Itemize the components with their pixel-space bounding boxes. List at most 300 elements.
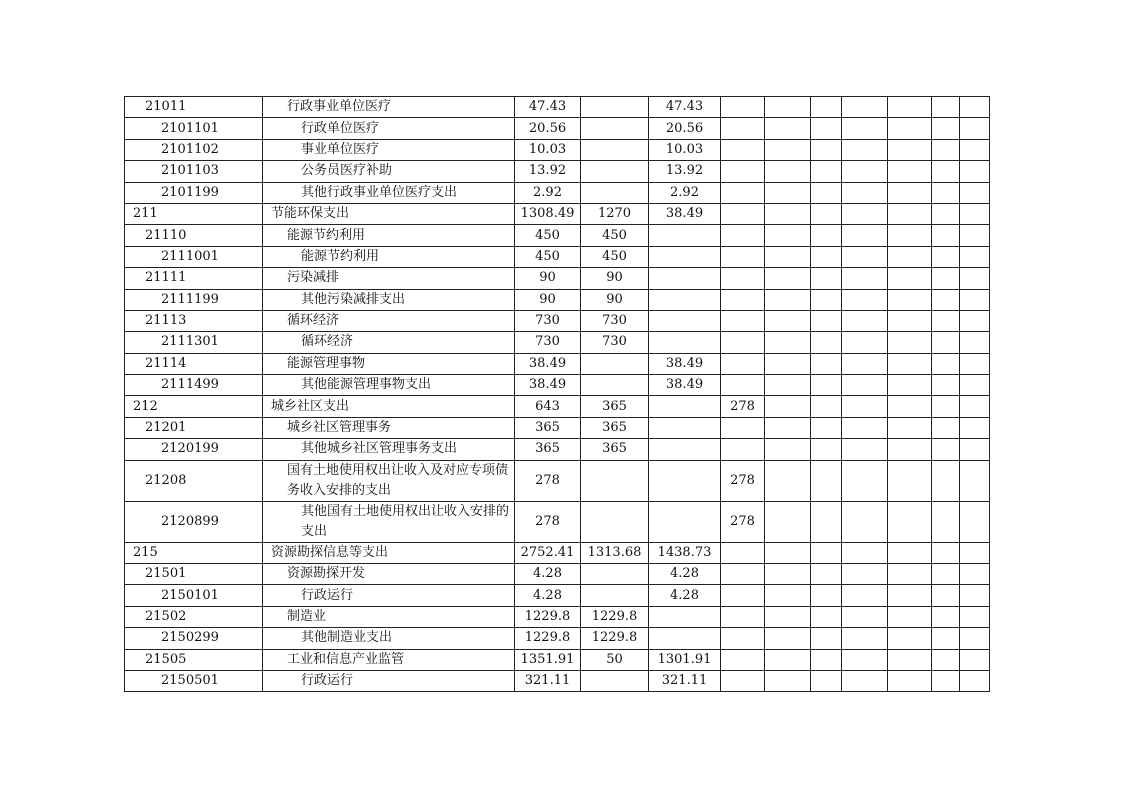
amount-cell: 2.92	[649, 182, 721, 203]
amount-cell	[932, 417, 960, 438]
table-row	[125, 353, 990, 374]
amount-cell: 90	[581, 268, 649, 289]
amount-cell	[932, 396, 960, 417]
amount-cell: 4.28	[649, 564, 721, 585]
amount-cell: 278	[721, 501, 765, 542]
table-row	[125, 332, 990, 353]
amount-cell	[649, 289, 721, 310]
amount-cell: 20.56	[649, 118, 721, 139]
amount-cell	[811, 649, 842, 670]
amount-cell	[721, 670, 765, 691]
amount-cell	[581, 670, 649, 691]
amount-cell	[581, 139, 649, 160]
table-row	[125, 628, 990, 649]
amount-cell: 321.11	[649, 670, 721, 691]
amount-cell	[721, 268, 765, 289]
amount-cell	[765, 268, 811, 289]
subject-code-cell: 21111	[125, 268, 263, 289]
amount-cell	[960, 670, 990, 691]
amount-cell	[765, 118, 811, 139]
amount-cell	[721, 628, 765, 649]
amount-cell	[888, 564, 932, 585]
subject-code-cell: 211	[125, 203, 263, 224]
amount-cell	[721, 97, 765, 118]
amount-cell: 4.28	[515, 585, 581, 606]
amount-cell: 2752.41	[515, 542, 581, 563]
amount-cell: 1351.91	[515, 649, 581, 670]
amount-cell	[888, 225, 932, 246]
subject-code-cell: 2150101	[125, 585, 263, 606]
amount-cell: 1313.68	[581, 542, 649, 563]
subject-code-cell: 21501	[125, 564, 263, 585]
amount-cell	[765, 310, 811, 331]
amount-cell	[721, 375, 765, 396]
amount-cell: 13.92	[515, 161, 581, 182]
subject-name-cell: 能源节约利用	[263, 225, 515, 246]
amount-cell	[765, 139, 811, 160]
amount-cell	[721, 353, 765, 374]
amount-cell	[842, 203, 888, 224]
amount-cell: 90	[515, 268, 581, 289]
subject-code-cell: 21110	[125, 225, 263, 246]
amount-cell	[811, 670, 842, 691]
amount-cell	[721, 542, 765, 563]
amount-cell	[960, 375, 990, 396]
subject-name-cell: 其他行政事业单位医疗支出	[263, 182, 515, 203]
amount-cell	[932, 332, 960, 353]
amount-cell	[960, 396, 990, 417]
amount-cell: 13.92	[649, 161, 721, 182]
amount-cell	[765, 396, 811, 417]
subject-code-cell: 21208	[125, 460, 263, 501]
amount-cell	[842, 289, 888, 310]
amount-cell	[842, 585, 888, 606]
amount-cell	[888, 97, 932, 118]
amount-cell	[960, 564, 990, 585]
amount-cell	[649, 417, 721, 438]
amount-cell	[649, 310, 721, 331]
amount-cell	[888, 670, 932, 691]
amount-cell	[842, 439, 888, 460]
table-row	[125, 310, 990, 331]
table-row	[125, 439, 990, 460]
amount-cell	[721, 182, 765, 203]
amount-cell	[932, 118, 960, 139]
amount-cell	[842, 628, 888, 649]
amount-cell: 38.49	[515, 375, 581, 396]
amount-cell	[932, 161, 960, 182]
amount-cell: 365	[581, 417, 649, 438]
subject-code-cell: 21505	[125, 649, 263, 670]
amount-cell	[960, 649, 990, 670]
amount-cell: 47.43	[515, 97, 581, 118]
amount-cell	[888, 417, 932, 438]
amount-cell: 90	[515, 289, 581, 310]
amount-cell: 1229.8	[581, 628, 649, 649]
table-row	[125, 289, 990, 310]
table-row	[125, 161, 990, 182]
amount-cell	[811, 246, 842, 267]
amount-cell	[765, 606, 811, 627]
amount-cell	[811, 225, 842, 246]
subject-name-cell: 其他制造业支出	[263, 628, 515, 649]
amount-cell	[932, 542, 960, 563]
amount-cell: 38.49	[649, 375, 721, 396]
subject-name-cell: 其他污染减排支出	[263, 289, 515, 310]
amount-cell	[649, 225, 721, 246]
table-row	[125, 649, 990, 670]
amount-cell	[811, 332, 842, 353]
amount-cell	[888, 289, 932, 310]
subject-code-cell: 21113	[125, 310, 263, 331]
amount-cell: 1308.49	[515, 203, 581, 224]
amount-cell: 365	[515, 439, 581, 460]
amount-cell: 38.49	[515, 353, 581, 374]
amount-cell	[960, 97, 990, 118]
amount-cell	[960, 460, 990, 501]
amount-cell	[842, 182, 888, 203]
subject-name-cell: 循环经济	[263, 310, 515, 331]
table-row	[125, 118, 990, 139]
amount-cell	[960, 310, 990, 331]
amount-cell	[765, 289, 811, 310]
table-row	[125, 417, 990, 438]
amount-cell	[811, 501, 842, 542]
amount-cell	[932, 268, 960, 289]
amount-cell	[842, 97, 888, 118]
amount-cell	[842, 417, 888, 438]
amount-cell	[811, 182, 842, 203]
subject-code-cell: 2150299	[125, 628, 263, 649]
amount-cell	[960, 606, 990, 627]
amount-cell	[842, 564, 888, 585]
amount-cell	[649, 439, 721, 460]
amount-cell	[765, 97, 811, 118]
amount-cell	[960, 585, 990, 606]
subject-code-cell: 2120899	[125, 501, 263, 542]
amount-cell	[960, 332, 990, 353]
amount-cell	[721, 417, 765, 438]
amount-cell	[960, 203, 990, 224]
amount-cell	[721, 203, 765, 224]
amount-cell: 365	[581, 439, 649, 460]
amount-cell	[960, 289, 990, 310]
amount-cell	[842, 268, 888, 289]
amount-cell	[932, 501, 960, 542]
amount-cell	[581, 585, 649, 606]
amount-cell	[842, 139, 888, 160]
subject-name-cell: 公务员医疗补助	[263, 161, 515, 182]
amount-cell	[932, 649, 960, 670]
amount-cell: 1229.8	[515, 606, 581, 627]
budget-table	[124, 96, 990, 692]
amount-cell	[888, 501, 932, 542]
amount-cell	[649, 268, 721, 289]
amount-cell: 278	[515, 460, 581, 501]
amount-cell	[932, 628, 960, 649]
amount-cell	[649, 246, 721, 267]
amount-cell	[581, 97, 649, 118]
subject-code-cell: 2111001	[125, 246, 263, 267]
amount-cell	[811, 161, 842, 182]
amount-cell	[811, 564, 842, 585]
amount-cell	[721, 564, 765, 585]
subject-code-cell: 215	[125, 542, 263, 563]
amount-cell	[581, 501, 649, 542]
table-row	[125, 501, 990, 542]
subject-name-cell: 能源节约利用	[263, 246, 515, 267]
amount-cell	[842, 670, 888, 691]
amount-cell	[765, 501, 811, 542]
amount-cell: 1270	[581, 203, 649, 224]
subject-code-cell: 2150501	[125, 670, 263, 691]
amount-cell: 1438.73	[649, 542, 721, 563]
amount-cell	[765, 460, 811, 501]
amount-cell: 2.92	[515, 182, 581, 203]
amount-cell	[649, 628, 721, 649]
subject-code-cell: 2101102	[125, 139, 263, 160]
amount-cell	[888, 310, 932, 331]
amount-cell	[765, 439, 811, 460]
amount-cell	[811, 606, 842, 627]
amount-cell	[888, 396, 932, 417]
subject-code-cell: 2111301	[125, 332, 263, 353]
amount-cell: 730	[581, 310, 649, 331]
subject-name-cell: 行政运行	[263, 670, 515, 691]
amount-cell	[765, 203, 811, 224]
amount-cell	[581, 182, 649, 203]
amount-cell: 20.56	[515, 118, 581, 139]
table-row	[125, 670, 990, 691]
table-row	[125, 203, 990, 224]
amount-cell: 321.11	[515, 670, 581, 691]
table-row	[125, 585, 990, 606]
amount-cell	[842, 353, 888, 374]
amount-cell	[649, 501, 721, 542]
amount-cell: 450	[581, 246, 649, 267]
amount-cell: 278	[515, 501, 581, 542]
amount-cell	[811, 585, 842, 606]
subject-name-text: 国有土地使用权出让收入及对应专项债务收入安排的支出	[287, 462, 509, 498]
amount-cell	[932, 439, 960, 460]
amount-cell	[888, 439, 932, 460]
table-row	[125, 139, 990, 160]
table-row	[125, 97, 990, 118]
amount-cell	[888, 139, 932, 160]
amount-cell	[960, 139, 990, 160]
amount-cell	[765, 161, 811, 182]
subject-name-cell: 行政事业单位医疗	[263, 97, 515, 118]
amount-cell	[721, 161, 765, 182]
amount-cell	[888, 375, 932, 396]
subject-name-cell	[263, 501, 515, 542]
amount-cell	[960, 628, 990, 649]
amount-cell: 365	[581, 396, 649, 417]
amount-cell	[888, 649, 932, 670]
amount-cell	[842, 225, 888, 246]
subject-name-cell: 节能环保支出	[263, 203, 515, 224]
amount-cell	[888, 203, 932, 224]
subject-code-cell: 2120199	[125, 439, 263, 460]
table-row	[125, 460, 990, 501]
amount-cell	[811, 97, 842, 118]
amount-cell	[932, 375, 960, 396]
amount-cell	[581, 118, 649, 139]
amount-cell	[888, 268, 932, 289]
amount-cell: 4.28	[515, 564, 581, 585]
amount-cell	[811, 203, 842, 224]
subject-name-cell: 城乡社区支出	[263, 396, 515, 417]
subject-name-cell: 污染减排	[263, 268, 515, 289]
amount-cell	[888, 182, 932, 203]
amount-cell	[765, 225, 811, 246]
subject-code-cell: 21114	[125, 353, 263, 374]
subject-name-cell: 城乡社区管理事务	[263, 417, 515, 438]
amount-cell: 450	[581, 225, 649, 246]
amount-cell	[842, 542, 888, 563]
amount-cell	[811, 417, 842, 438]
amount-cell: 450	[515, 246, 581, 267]
subject-name-cell: 事业单位医疗	[263, 139, 515, 160]
subject-name-cell: 其他能源管理事物支出	[263, 375, 515, 396]
amount-cell	[765, 417, 811, 438]
amount-cell	[960, 501, 990, 542]
amount-cell	[932, 182, 960, 203]
amount-cell	[765, 542, 811, 563]
amount-cell	[811, 439, 842, 460]
subject-name-cell: 资源勘探开发	[263, 564, 515, 585]
amount-cell	[721, 332, 765, 353]
subject-code-cell: 212	[125, 396, 263, 417]
amount-cell	[649, 606, 721, 627]
amount-cell	[765, 353, 811, 374]
amount-cell	[888, 585, 932, 606]
amount-cell	[888, 246, 932, 267]
table-row	[125, 564, 990, 585]
amount-cell	[842, 118, 888, 139]
amount-cell: 730	[581, 332, 649, 353]
amount-cell	[960, 439, 990, 460]
amount-cell	[960, 417, 990, 438]
amount-cell	[842, 310, 888, 331]
amount-cell: 10.03	[649, 139, 721, 160]
amount-cell	[765, 246, 811, 267]
amount-cell	[765, 564, 811, 585]
amount-cell: 278	[721, 396, 765, 417]
amount-cell	[581, 564, 649, 585]
subject-name-cell: 其他城乡社区管理事务支出	[263, 439, 515, 460]
table-row	[125, 182, 990, 203]
amount-cell	[765, 649, 811, 670]
table-row	[125, 542, 990, 563]
subject-name-cell: 工业和信息产业监管	[263, 649, 515, 670]
amount-cell	[649, 332, 721, 353]
amount-cell	[811, 628, 842, 649]
amount-cell	[842, 161, 888, 182]
amount-cell	[842, 332, 888, 353]
amount-cell	[960, 268, 990, 289]
amount-cell	[765, 585, 811, 606]
amount-cell	[811, 139, 842, 160]
amount-cell	[581, 161, 649, 182]
amount-cell: 1229.8	[515, 628, 581, 649]
amount-cell	[932, 246, 960, 267]
subject-name-cell: 行政单位医疗	[263, 118, 515, 139]
subject-code-cell: 2101103	[125, 161, 263, 182]
amount-cell	[649, 396, 721, 417]
amount-cell	[649, 460, 721, 501]
subject-code-cell: 21502	[125, 606, 263, 627]
amount-cell	[842, 649, 888, 670]
subject-name-cell: 能源管理事物	[263, 353, 515, 374]
amount-cell	[888, 332, 932, 353]
amount-cell	[888, 628, 932, 649]
table-row	[125, 606, 990, 627]
amount-cell	[960, 182, 990, 203]
amount-cell	[721, 118, 765, 139]
amount-cell	[765, 628, 811, 649]
table-row	[125, 246, 990, 267]
amount-cell	[721, 310, 765, 331]
table-row	[125, 268, 990, 289]
amount-cell	[811, 118, 842, 139]
amount-cell	[932, 310, 960, 331]
amount-cell	[842, 246, 888, 267]
subject-code-cell: 2111499	[125, 375, 263, 396]
amount-cell	[842, 501, 888, 542]
amount-cell: 278	[721, 460, 765, 501]
table-row	[125, 375, 990, 396]
amount-cell	[811, 289, 842, 310]
amount-cell	[811, 268, 842, 289]
amount-cell	[932, 585, 960, 606]
amount-cell	[932, 139, 960, 160]
table-body	[125, 97, 990, 692]
table-row	[125, 396, 990, 417]
amount-cell	[960, 225, 990, 246]
amount-cell	[811, 353, 842, 374]
amount-cell	[932, 289, 960, 310]
subject-name-cell	[263, 460, 515, 501]
amount-cell	[721, 439, 765, 460]
amount-cell	[842, 460, 888, 501]
amount-cell: 730	[515, 332, 581, 353]
subject-code-cell: 2101101	[125, 118, 263, 139]
amount-cell	[721, 585, 765, 606]
amount-cell: 10.03	[515, 139, 581, 160]
amount-cell: 38.49	[649, 203, 721, 224]
amount-cell	[581, 375, 649, 396]
subject-name-text: 其他国有土地使用权出让收入安排的支出	[301, 503, 510, 539]
amount-cell	[721, 225, 765, 246]
amount-cell	[811, 375, 842, 396]
subject-name-cell: 资源勘探信息等支出	[263, 542, 515, 563]
amount-cell	[721, 246, 765, 267]
amount-cell	[721, 649, 765, 670]
amount-cell	[721, 139, 765, 160]
amount-cell	[888, 460, 932, 501]
amount-cell	[842, 606, 888, 627]
amount-cell: 47.43	[649, 97, 721, 118]
amount-cell	[811, 310, 842, 331]
amount-cell	[842, 375, 888, 396]
amount-cell	[932, 670, 960, 691]
amount-cell	[765, 182, 811, 203]
amount-cell	[960, 246, 990, 267]
amount-cell: 365	[515, 417, 581, 438]
amount-cell	[888, 542, 932, 563]
amount-cell: 643	[515, 396, 581, 417]
